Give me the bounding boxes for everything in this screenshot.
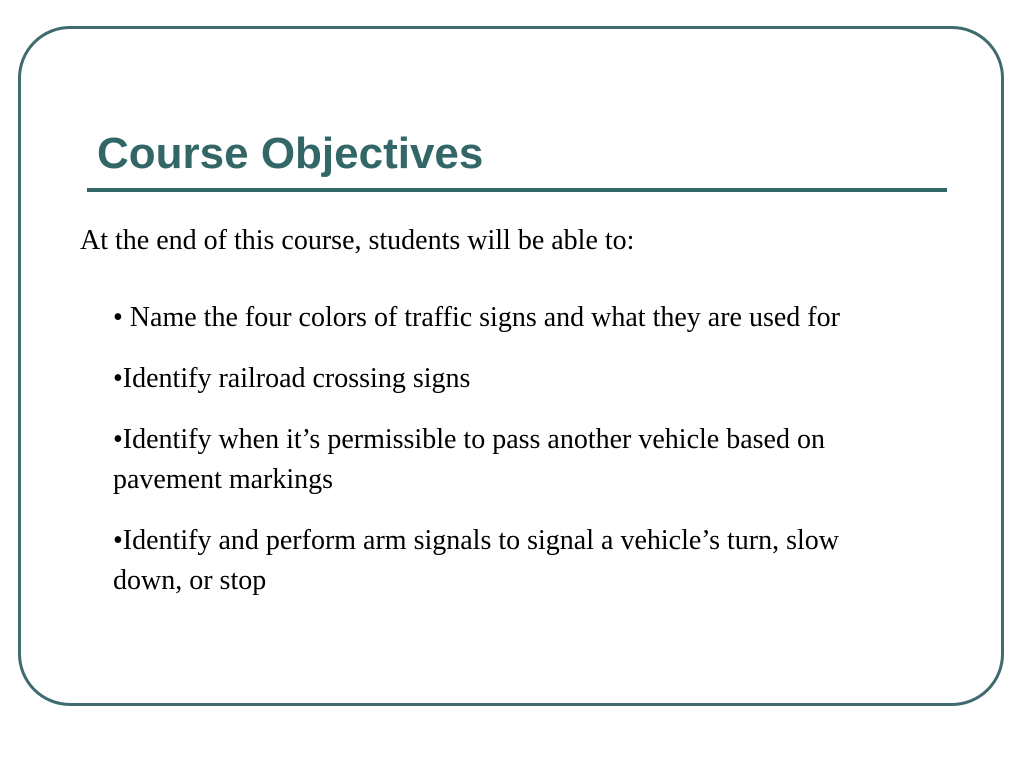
title-underline bbox=[87, 188, 947, 192]
objective-item: •Identify railroad crossing signs bbox=[113, 363, 471, 394]
objective-item: • Name the four colors of traffic signs and what they are used for bbox=[113, 302, 840, 333]
intro-text: At the end of this course, students will be able to: bbox=[80, 225, 635, 256]
objective-item: •Identify when it’s permissible to pass another vehicle based on pavement markings bbox=[113, 424, 825, 495]
objectives-list bbox=[113, 298, 903, 622]
slide-title: Course Objectives bbox=[97, 129, 484, 178]
objective-item: •Identify and perform arm signals to signal a vehicle’s turn, slow down, or stop bbox=[113, 525, 839, 596]
